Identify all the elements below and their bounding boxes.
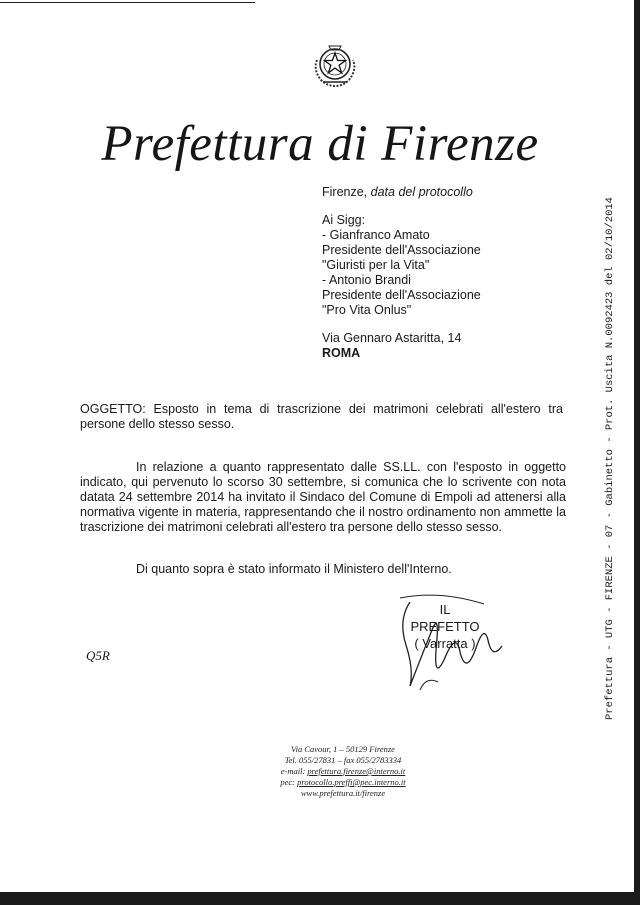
prefetto-signature-block xyxy=(404,601,486,652)
recipient-line: Presidente dell'Associazione xyxy=(322,243,481,257)
footer-email-link[interactable]: prefettura.firenze@interno.it xyxy=(307,766,406,776)
footer-email-line xyxy=(248,766,438,777)
subject-text: Esposto in tema di trascrizione dei matrimoni celebrati all'estero tra persone dello stesso sesso. xyxy=(80,402,563,431)
protocol-stamp: Prefettura - UTG - FIRENZE - 07 - Gabinetto - Prot. Uscita N.0092423 del 02/10/2014 xyxy=(604,197,616,720)
recipients-block xyxy=(322,213,481,318)
address-city: ROMA xyxy=(322,346,361,360)
footer-contacts xyxy=(248,744,438,799)
recipient-line: - Antonio Brandi xyxy=(322,273,411,287)
scan-edge-bottom xyxy=(0,892,640,905)
recipient-line: Ai Sigg: xyxy=(322,213,366,227)
footer-pec-line xyxy=(248,777,438,788)
handwritten-initials: Q5R xyxy=(86,648,110,663)
footer-pec-label: pec: xyxy=(280,777,296,787)
footer-address: Via Cavour, 1 – 50129 Firenze xyxy=(291,744,395,754)
address-block xyxy=(322,331,461,361)
recipient-line: Presidente dell'Associazione xyxy=(322,288,481,302)
office-heading: Prefettura di Firenze xyxy=(101,116,539,172)
body-paragraph: In relazione a quanto rappresentato dalle SS.LL. con l'esposto in oggetto indicato, qui pervenuto lo scorso 30 settembre, si comunica che lo scrivente con nota datata 24 settembre 2014 ha invitato il Sindaco del Comune di Empoli ad attenersi alla normativa vigente in materia, rappresentando che il nostro ordinamento non ammette la trascrizione dei matrimoni celebrati all'estero tra persone dello stesso sesso. xyxy=(80,460,566,534)
date-city: Firenze, xyxy=(322,185,368,199)
date-text: data del protocollo xyxy=(370,185,473,199)
footer-email-label: e-mail: xyxy=(280,766,306,776)
closing-sentence: Di quanto sopra è stato informato il Ministero dell'Interno. xyxy=(136,562,452,576)
footer-phone: Tel. 055/27831 – fax 055/2783334 xyxy=(284,755,402,765)
republic-emblem-icon xyxy=(309,40,361,90)
subject-label: OGGETTO: xyxy=(80,402,146,416)
subject-line xyxy=(80,402,563,432)
recipient-line: "Giuristi per la Vita" xyxy=(322,258,430,272)
footer-website-link[interactable]: www.prefettura.it/firenze xyxy=(300,788,386,798)
prefetto-title: IL PREFETTO xyxy=(410,602,480,634)
footer-pec-link[interactable]: protocollo.preffi@pec.interno.it xyxy=(297,777,406,787)
date-line xyxy=(322,185,473,200)
prefetto-name: ( Varratta ) xyxy=(414,636,476,651)
recipient-line: "Pro Vita Onlus" xyxy=(322,303,412,317)
top-rule xyxy=(0,2,255,3)
address-street: Via Gennaro Astaritta, 14 xyxy=(322,331,462,345)
recipient-line: - Gianfranco Amato xyxy=(322,228,430,242)
